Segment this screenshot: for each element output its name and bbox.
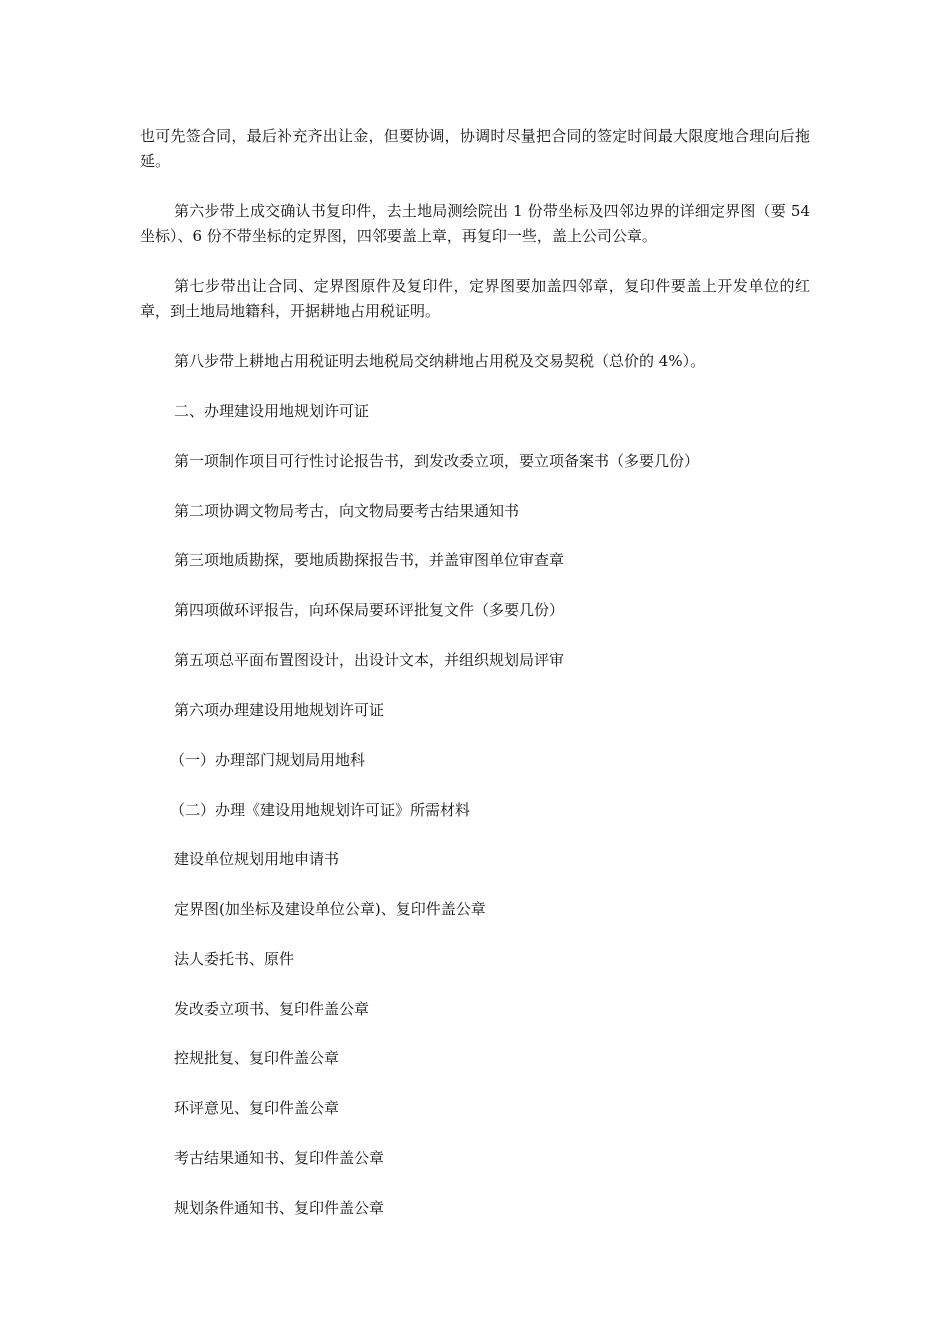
material-power-of-attorney: 法人委托书、原件 (174, 950, 295, 968)
paragraph-step-seven: 第七步带出让合同、定界图原件及复印件，定界图要加盖四邻章，复印件要盖上开发单位的红章，到土地局地籍科，开据耕地占用税证明。 (140, 277, 810, 320)
item-one: 第一项制作项目可行性讨论报告书，到发改委立项，要立项备案书（多要几份） (174, 452, 700, 470)
section-heading-planning-permit: 二、办理建设用地规划许可证 (174, 402, 370, 420)
item-two: 第二项协调文物局考古，向文物局要考古结果通知书 (174, 502, 520, 520)
subitem-materials: （二）办理《建设用地规划许可证》所需材料 (170, 801, 471, 819)
item-four: 第四项做环评报告，向环保局要环评批复文件（多要几份） (174, 601, 565, 619)
paragraph-step-eight: 第八步带上耕地占用税证明去地税局交纳耕地占用税及交易契税（总价的 4%）。 (174, 352, 706, 370)
material-application: 建设单位规划用地申请书 (174, 850, 340, 868)
item-three: 第三项地质勘探，要地质勘探报告书，并盖审图单位审查章 (174, 551, 565, 569)
item-five: 第五项总平面布置图设计，出设计文本，并组织规划局评审 (174, 651, 565, 669)
material-eia-opinion: 环评意见、复印件盖公章 (174, 1099, 340, 1117)
material-archaeology-notice: 考古结果通知书、复印件盖公章 (174, 1149, 385, 1167)
material-regulatory-approval: 控规批复、复印件盖公章 (174, 1049, 340, 1067)
material-planning-conditions: 规划条件通知书、复印件盖公章 (174, 1199, 385, 1217)
item-six: 第六项办理建设用地规划许可证 (174, 701, 385, 719)
paragraph-contract-delay: 也可先签合同，最后补充齐出让金，但要协调，协调时尽量把合同的签定时间最大限度地合理向后拖延。 (140, 127, 810, 170)
paragraph-step-six: 第六步带上成交确认书复印件，去土地局测绘院出 1 份带坐标及四邻边界的详细定界图（要 54 坐标）、6 份不带坐标的定界图，四邻要盖上章，再复印一些，盖上公司公章。 (140, 202, 810, 245)
material-boundary-map: 定界图(加坐标及建设单位公章)、复印件盖公章 (174, 900, 486, 918)
material-project-approval: 发改委立项书、复印件盖公章 (174, 1000, 370, 1018)
subitem-department: （一）办理部门规划局用地科 (170, 751, 366, 769)
